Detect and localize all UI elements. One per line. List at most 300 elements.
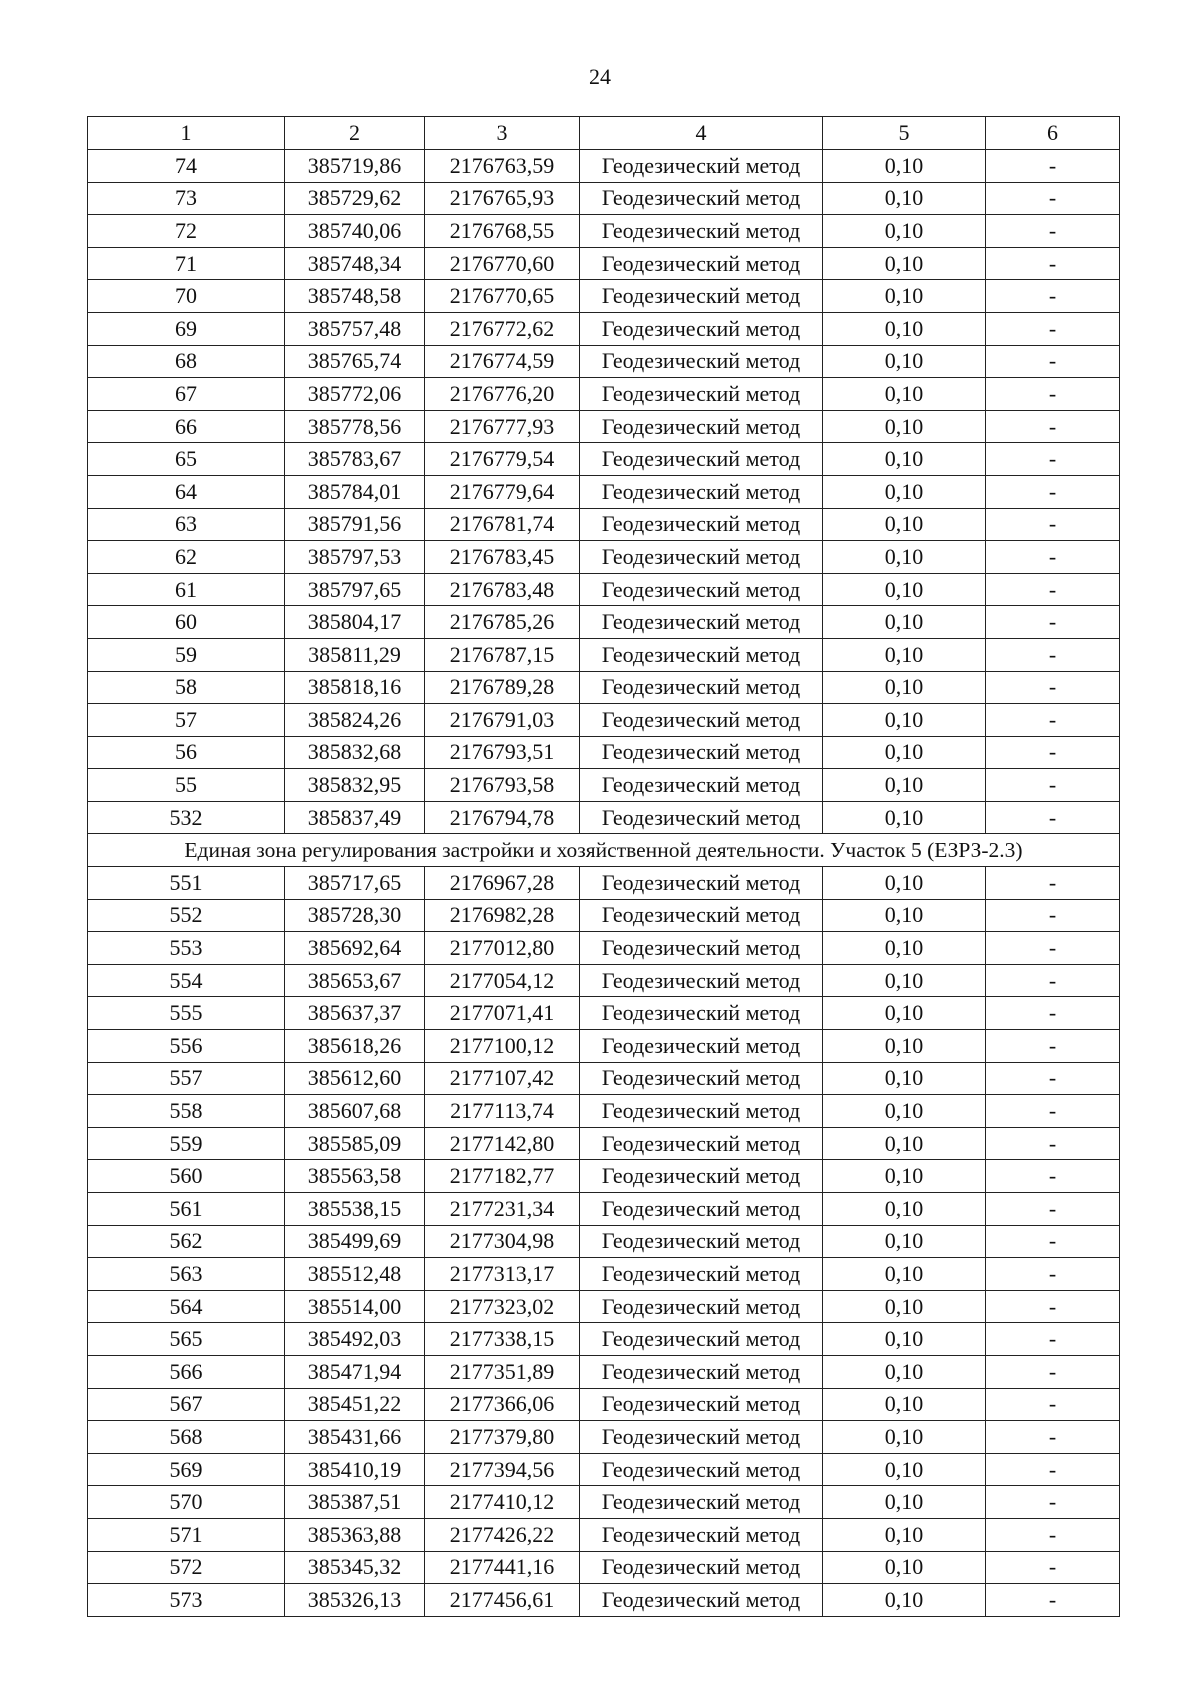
note-cell: -	[986, 1258, 1120, 1291]
y-coordinate-cell: 2177394,56	[425, 1453, 580, 1486]
precision-cell: 0,10	[823, 1323, 986, 1356]
x-coordinate-cell: 385832,68	[285, 736, 425, 769]
table-row	[88, 1127, 1120, 1160]
precision-cell: 0,10	[823, 475, 986, 508]
x-coordinate-cell: 385748,58	[285, 280, 425, 313]
method-cell: Геодезический метод	[580, 1290, 823, 1323]
precision-cell: 0,10	[823, 671, 986, 704]
precision-cell: 0,10	[823, 182, 986, 215]
table-row	[88, 997, 1120, 1030]
point-number-cell: 66	[88, 410, 285, 443]
point-number-cell: 532	[88, 801, 285, 834]
precision-cell: 0,10	[823, 215, 986, 248]
point-number-cell: 572	[88, 1551, 285, 1584]
point-number-cell: 567	[88, 1388, 285, 1421]
precision-cell: 0,10	[823, 899, 986, 932]
method-cell: Геодезический метод	[580, 867, 823, 900]
y-coordinate-cell: 2176768,55	[425, 215, 580, 248]
precision-cell: 0,10	[823, 410, 986, 443]
point-number-cell: 55	[88, 769, 285, 802]
coordinates-table	[87, 116, 1120, 1617]
precision-cell: 0,10	[823, 1030, 986, 1063]
x-coordinate-cell: 385748,34	[285, 247, 425, 280]
precision-cell: 0,10	[823, 150, 986, 183]
table-row	[88, 1258, 1120, 1291]
note-cell: -	[986, 704, 1120, 737]
y-coordinate-cell: 2176794,78	[425, 801, 580, 834]
point-number-cell: 58	[88, 671, 285, 704]
table-row	[88, 247, 1120, 280]
point-number-cell: 554	[88, 964, 285, 997]
point-number-cell: 561	[88, 1193, 285, 1226]
x-coordinate-cell: 385824,26	[285, 704, 425, 737]
table-row	[88, 1062, 1120, 1095]
method-cell: Геодезический метод	[580, 1160, 823, 1193]
note-cell: -	[986, 1323, 1120, 1356]
point-number-cell: 559	[88, 1127, 285, 1160]
method-cell: Геодезический метод	[580, 638, 823, 671]
x-coordinate-cell: 385563,58	[285, 1160, 425, 1193]
table-row	[88, 182, 1120, 215]
precision-cell: 0,10	[823, 1193, 986, 1226]
column-header: 2	[285, 117, 425, 150]
y-coordinate-cell: 2177071,41	[425, 997, 580, 1030]
precision-cell: 0,10	[823, 1518, 986, 1551]
table-row	[88, 1095, 1120, 1128]
x-coordinate-cell: 385618,26	[285, 1030, 425, 1063]
method-cell: Геодезический метод	[580, 345, 823, 378]
y-coordinate-cell: 2177313,17	[425, 1258, 580, 1291]
point-number-cell: 68	[88, 345, 285, 378]
table-row	[88, 215, 1120, 248]
note-cell: -	[986, 508, 1120, 541]
point-number-cell: 69	[88, 312, 285, 345]
y-coordinate-cell: 2176770,65	[425, 280, 580, 313]
method-cell: Геодезический метод	[580, 1095, 823, 1128]
x-coordinate-cell: 385717,65	[285, 867, 425, 900]
x-coordinate-cell: 385410,19	[285, 1453, 425, 1486]
y-coordinate-cell: 2176777,93	[425, 410, 580, 443]
table-row	[88, 573, 1120, 606]
method-cell: Геодезический метод	[580, 475, 823, 508]
precision-cell: 0,10	[823, 443, 986, 476]
note-cell: -	[986, 1421, 1120, 1454]
point-number-cell: 60	[88, 606, 285, 639]
precision-cell: 0,10	[823, 508, 986, 541]
y-coordinate-cell: 2176793,51	[425, 736, 580, 769]
point-number-cell: 70	[88, 280, 285, 313]
point-number-cell: 573	[88, 1584, 285, 1617]
method-cell: Геодезический метод	[580, 1258, 823, 1291]
precision-cell: 0,10	[823, 1551, 986, 1584]
point-number-cell: 72	[88, 215, 285, 248]
method-cell: Геодезический метод	[580, 736, 823, 769]
x-coordinate-cell: 385784,01	[285, 475, 425, 508]
y-coordinate-cell: 2176793,58	[425, 769, 580, 802]
note-cell: -	[986, 736, 1120, 769]
note-cell: -	[986, 1030, 1120, 1063]
method-cell: Геодезический метод	[580, 1355, 823, 1388]
note-cell: -	[986, 215, 1120, 248]
x-coordinate-cell: 385451,22	[285, 1388, 425, 1421]
y-coordinate-cell: 2177182,77	[425, 1160, 580, 1193]
column-header: 1	[88, 117, 285, 150]
x-coordinate-cell: 385797,53	[285, 541, 425, 574]
precision-cell: 0,10	[823, 736, 986, 769]
table-row	[88, 1421, 1120, 1454]
point-number-cell: 566	[88, 1355, 285, 1388]
precision-cell: 0,10	[823, 378, 986, 411]
table-row	[88, 150, 1120, 183]
x-coordinate-cell: 385387,51	[285, 1486, 425, 1519]
precision-cell: 0,10	[823, 1127, 986, 1160]
method-cell: Геодезический метод	[580, 1551, 823, 1584]
y-coordinate-cell: 2177441,16	[425, 1551, 580, 1584]
note-cell: -	[986, 1127, 1120, 1160]
note-cell: -	[986, 443, 1120, 476]
precision-cell: 0,10	[823, 1584, 986, 1617]
note-cell: -	[986, 1160, 1120, 1193]
note-cell: -	[986, 769, 1120, 802]
note-cell: -	[986, 345, 1120, 378]
x-coordinate-cell: 385492,03	[285, 1323, 425, 1356]
note-cell: -	[986, 997, 1120, 1030]
x-coordinate-cell: 385345,32	[285, 1551, 425, 1584]
method-cell: Геодезический метод	[580, 671, 823, 704]
x-coordinate-cell: 385818,16	[285, 671, 425, 704]
note-cell: -	[986, 182, 1120, 215]
method-cell: Геодезический метод	[580, 1518, 823, 1551]
note-cell: -	[986, 1193, 1120, 1226]
point-number-cell: 562	[88, 1225, 285, 1258]
point-number-cell: 558	[88, 1095, 285, 1128]
table-row	[88, 899, 1120, 932]
y-coordinate-cell: 2176776,20	[425, 378, 580, 411]
table-row	[88, 443, 1120, 476]
precision-cell: 0,10	[823, 606, 986, 639]
column-header: 3	[425, 117, 580, 150]
precision-cell: 0,10	[823, 638, 986, 671]
note-cell: -	[986, 1355, 1120, 1388]
precision-cell: 0,10	[823, 1160, 986, 1193]
precision-cell: 0,10	[823, 932, 986, 965]
y-coordinate-cell: 2177100,12	[425, 1030, 580, 1063]
x-coordinate-cell: 385363,88	[285, 1518, 425, 1551]
method-cell: Геодезический метод	[580, 1127, 823, 1160]
x-coordinate-cell: 385514,00	[285, 1290, 425, 1323]
precision-cell: 0,10	[823, 541, 986, 574]
method-cell: Геодезический метод	[580, 899, 823, 932]
table-row	[88, 1193, 1120, 1226]
table-row	[88, 964, 1120, 997]
method-cell: Геодезический метод	[580, 541, 823, 574]
note-cell: -	[986, 899, 1120, 932]
table-row	[88, 1486, 1120, 1519]
x-coordinate-cell: 385778,56	[285, 410, 425, 443]
precision-cell: 0,10	[823, 769, 986, 802]
y-coordinate-cell: 2177456,61	[425, 1584, 580, 1617]
x-coordinate-cell: 385612,60	[285, 1062, 425, 1095]
y-coordinate-cell: 2177338,15	[425, 1323, 580, 1356]
note-cell: -	[986, 867, 1120, 900]
note-cell: -	[986, 541, 1120, 574]
y-coordinate-cell: 2177231,34	[425, 1193, 580, 1226]
point-number-cell: 560	[88, 1160, 285, 1193]
table-row	[88, 410, 1120, 443]
table-group-1	[88, 150, 1120, 834]
table-row	[88, 378, 1120, 411]
table-row	[88, 1160, 1120, 1193]
point-number-cell: 570	[88, 1486, 285, 1519]
method-cell: Геодезический метод	[580, 964, 823, 997]
point-number-cell: 73	[88, 182, 285, 215]
y-coordinate-cell: 2176785,26	[425, 606, 580, 639]
note-cell: -	[986, 606, 1120, 639]
point-number-cell: 568	[88, 1421, 285, 1454]
note-cell: -	[986, 1062, 1120, 1095]
table-header-row	[88, 117, 1120, 150]
note-cell: -	[986, 1584, 1120, 1617]
y-coordinate-cell: 2176774,59	[425, 345, 580, 378]
precision-cell: 0,10	[823, 1388, 986, 1421]
y-coordinate-cell: 2176772,62	[425, 312, 580, 345]
table-row	[88, 1453, 1120, 1486]
x-coordinate-cell: 385607,68	[285, 1095, 425, 1128]
method-cell: Геодезический метод	[580, 606, 823, 639]
point-number-cell: 552	[88, 899, 285, 932]
table-row	[88, 1584, 1120, 1617]
method-cell: Геодезический метод	[580, 1225, 823, 1258]
y-coordinate-cell: 2176791,03	[425, 704, 580, 737]
table-row	[88, 671, 1120, 704]
table-group-2	[88, 867, 1120, 1617]
x-coordinate-cell: 385740,06	[285, 215, 425, 248]
method-cell: Геодезический метод	[580, 1030, 823, 1063]
note-cell: -	[986, 247, 1120, 280]
point-number-cell: 74	[88, 150, 285, 183]
point-number-cell: 556	[88, 1030, 285, 1063]
precision-cell: 0,10	[823, 345, 986, 378]
table-row	[88, 312, 1120, 345]
y-coordinate-cell: 2177366,06	[425, 1388, 580, 1421]
note-cell: -	[986, 638, 1120, 671]
point-number-cell: 67	[88, 378, 285, 411]
y-coordinate-cell: 2176779,54	[425, 443, 580, 476]
x-coordinate-cell: 385832,95	[285, 769, 425, 802]
table-row	[88, 280, 1120, 313]
note-cell: -	[986, 1453, 1120, 1486]
precision-cell: 0,10	[823, 801, 986, 834]
y-coordinate-cell: 2176783,48	[425, 573, 580, 606]
precision-cell: 0,10	[823, 1062, 986, 1095]
note-cell: -	[986, 410, 1120, 443]
precision-cell: 0,10	[823, 1453, 986, 1486]
x-coordinate-cell: 385538,15	[285, 1193, 425, 1226]
x-coordinate-cell: 385471,94	[285, 1355, 425, 1388]
table-row	[88, 638, 1120, 671]
precision-cell: 0,10	[823, 573, 986, 606]
note-cell: -	[986, 1518, 1120, 1551]
note-cell: -	[986, 312, 1120, 345]
method-cell: Геодезический метод	[580, 312, 823, 345]
method-cell: Геодезический метод	[580, 182, 823, 215]
note-cell: -	[986, 150, 1120, 183]
precision-cell: 0,10	[823, 1258, 986, 1291]
method-cell: Геодезический метод	[580, 1486, 823, 1519]
column-header: 5	[823, 117, 986, 150]
point-number-cell: 59	[88, 638, 285, 671]
y-coordinate-cell: 2176770,60	[425, 247, 580, 280]
point-number-cell: 564	[88, 1290, 285, 1323]
y-coordinate-cell: 2177142,80	[425, 1127, 580, 1160]
x-coordinate-cell: 385791,56	[285, 508, 425, 541]
y-coordinate-cell: 2176982,28	[425, 899, 580, 932]
point-number-cell: 557	[88, 1062, 285, 1095]
table-row	[88, 1388, 1120, 1421]
table-row	[88, 932, 1120, 965]
x-coordinate-cell: 385757,48	[285, 312, 425, 345]
table-row	[88, 1323, 1120, 1356]
point-number-cell: 555	[88, 997, 285, 1030]
table-row	[88, 508, 1120, 541]
y-coordinate-cell: 2177113,74	[425, 1095, 580, 1128]
note-cell: -	[986, 475, 1120, 508]
point-number-cell: 569	[88, 1453, 285, 1486]
y-coordinate-cell: 2176789,28	[425, 671, 580, 704]
method-cell: Геодезический метод	[580, 1323, 823, 1356]
method-cell: Геодезический метод	[580, 801, 823, 834]
x-coordinate-cell: 385719,86	[285, 150, 425, 183]
y-coordinate-cell: 2177107,42	[425, 1062, 580, 1095]
method-cell: Геодезический метод	[580, 1193, 823, 1226]
method-cell: Геодезический метод	[580, 280, 823, 313]
precision-cell: 0,10	[823, 997, 986, 1030]
method-cell: Геодезический метод	[580, 1388, 823, 1421]
column-header: 4	[580, 117, 823, 150]
y-coordinate-cell: 2177054,12	[425, 964, 580, 997]
precision-cell: 0,10	[823, 1355, 986, 1388]
point-number-cell: 65	[88, 443, 285, 476]
x-coordinate-cell: 385811,29	[285, 638, 425, 671]
y-coordinate-cell: 2177012,80	[425, 932, 580, 965]
precision-cell: 0,10	[823, 1225, 986, 1258]
table-row	[88, 1551, 1120, 1584]
method-cell: Геодезический метод	[580, 1062, 823, 1095]
precision-cell: 0,10	[823, 247, 986, 280]
table-row	[88, 867, 1120, 900]
method-cell: Геодезический метод	[580, 215, 823, 248]
x-coordinate-cell: 385692,64	[285, 932, 425, 965]
method-cell: Геодезический метод	[580, 443, 823, 476]
point-number-cell: 571	[88, 1518, 285, 1551]
y-coordinate-cell: 2177410,12	[425, 1486, 580, 1519]
x-coordinate-cell: 385499,69	[285, 1225, 425, 1258]
x-coordinate-cell: 385431,66	[285, 1421, 425, 1454]
y-coordinate-cell: 2177379,80	[425, 1421, 580, 1454]
method-cell: Геодезический метод	[580, 1584, 823, 1617]
x-coordinate-cell: 385765,74	[285, 345, 425, 378]
point-number-cell: 64	[88, 475, 285, 508]
method-cell: Геодезический метод	[580, 247, 823, 280]
precision-cell: 0,10	[823, 867, 986, 900]
note-cell: -	[986, 280, 1120, 313]
note-cell: -	[986, 573, 1120, 606]
precision-cell: 0,10	[823, 1486, 986, 1519]
method-cell: Геодезический метод	[580, 997, 823, 1030]
section-row	[88, 834, 1120, 867]
note-cell: -	[986, 801, 1120, 834]
table-row	[88, 475, 1120, 508]
x-coordinate-cell: 385728,30	[285, 899, 425, 932]
method-cell: Геодезический метод	[580, 1453, 823, 1486]
point-number-cell: 61	[88, 573, 285, 606]
x-coordinate-cell: 385637,37	[285, 997, 425, 1030]
table-row	[88, 704, 1120, 737]
x-coordinate-cell: 385512,48	[285, 1258, 425, 1291]
y-coordinate-cell: 2176967,28	[425, 867, 580, 900]
point-number-cell: 71	[88, 247, 285, 280]
point-number-cell: 565	[88, 1323, 285, 1356]
method-cell: Геодезический метод	[580, 508, 823, 541]
table-row	[88, 541, 1120, 574]
method-cell: Геодезический метод	[580, 378, 823, 411]
y-coordinate-cell: 2177351,89	[425, 1355, 580, 1388]
precision-cell: 0,10	[823, 312, 986, 345]
y-coordinate-cell: 2176765,93	[425, 182, 580, 215]
table-row	[88, 1225, 1120, 1258]
y-coordinate-cell: 2176779,64	[425, 475, 580, 508]
precision-cell: 0,10	[823, 1421, 986, 1454]
method-cell: Геодезический метод	[580, 150, 823, 183]
y-coordinate-cell: 2176763,59	[425, 150, 580, 183]
table-row	[88, 769, 1120, 802]
point-number-cell: 563	[88, 1258, 285, 1291]
column-header: 6	[986, 117, 1120, 150]
x-coordinate-cell: 385585,09	[285, 1127, 425, 1160]
x-coordinate-cell: 385772,06	[285, 378, 425, 411]
page-number: 24	[589, 64, 611, 89]
point-number-cell: 62	[88, 541, 285, 574]
method-cell: Геодезический метод	[580, 932, 823, 965]
note-cell: -	[986, 964, 1120, 997]
y-coordinate-cell: 2176787,15	[425, 638, 580, 671]
note-cell: -	[986, 1551, 1120, 1584]
method-cell: Геодезический метод	[580, 769, 823, 802]
note-cell: -	[986, 1388, 1120, 1421]
y-coordinate-cell: 2177426,22	[425, 1518, 580, 1551]
method-cell: Геодезический метод	[580, 704, 823, 737]
x-coordinate-cell: 385729,62	[285, 182, 425, 215]
table-row	[88, 606, 1120, 639]
point-number-cell: 63	[88, 508, 285, 541]
x-coordinate-cell: 385804,17	[285, 606, 425, 639]
section-title: Единая зона регулирования застройки и хозяйственной деятельности. Участок 5 (ЕЗРЗ-2.3)	[88, 834, 1120, 867]
table-row	[88, 345, 1120, 378]
method-cell: Геодезический метод	[580, 573, 823, 606]
table-row	[88, 1030, 1120, 1063]
point-number-cell: 553	[88, 932, 285, 965]
note-cell: -	[986, 1225, 1120, 1258]
y-coordinate-cell: 2177304,98	[425, 1225, 580, 1258]
note-cell: -	[986, 671, 1120, 704]
point-number-cell: 551	[88, 867, 285, 900]
point-number-cell: 57	[88, 704, 285, 737]
table-row	[88, 1518, 1120, 1551]
note-cell: -	[986, 1095, 1120, 1128]
precision-cell: 0,10	[823, 704, 986, 737]
precision-cell: 0,10	[823, 1290, 986, 1323]
table-row	[88, 1290, 1120, 1323]
